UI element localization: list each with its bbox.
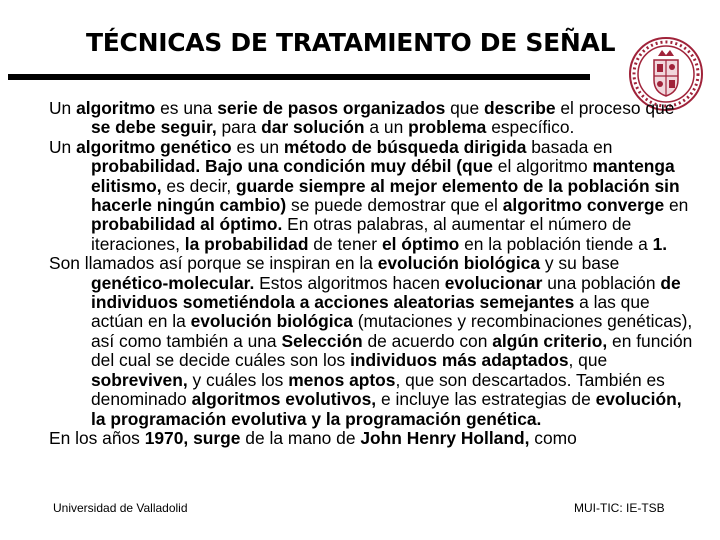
bold-text: surge (193, 427, 241, 448)
bold-text: método de búsqueda dirigida (283, 136, 527, 157)
text-run: como (529, 427, 577, 448)
bold-text: se debe seguir, (91, 117, 217, 138)
text-run: (mutaciones y recombinaciones genéticas), así como también a una (91, 311, 693, 351)
bold-text: evolucionar (444, 272, 543, 293)
bold-text: John Henry Holland, (360, 427, 530, 448)
text-run: en la población tiende a (459, 233, 653, 254)
bold-text: serie de pasos organizados (217, 98, 446, 118)
text-run: de la mano de (240, 427, 361, 448)
bold-text: menos aptos (288, 369, 396, 390)
paragraph (49, 138, 697, 254)
text-run: es decir, (161, 175, 236, 196)
bold-text: evolución, la programación evolutiva y la programación genética. (91, 389, 682, 429)
bold-text: Selección (281, 330, 363, 351)
bold-text: 1970, (144, 427, 189, 448)
slide-title: TÉCNICAS DE TRATAMIENTO DE SEÑAL (86, 28, 616, 57)
bold-text: genético-molecular. (91, 272, 255, 293)
text-run: , que (568, 350, 608, 371)
text-run: para (216, 117, 262, 138)
text-run: una población (542, 272, 661, 293)
bold-text: guarde siempre al mejor elemento de la población sin hacerle ningún cambio) (91, 175, 680, 216)
bold-text: algoritmo genético (76, 136, 232, 157)
text-run: e incluye las estrategias de (376, 389, 596, 410)
text-run: y cuáles los (187, 369, 289, 390)
text-run: Un (49, 98, 77, 118)
text-run: en función del cual se decide cuáles son los (91, 330, 693, 371)
footer-course: MUI-TIC: IE-TSB (574, 501, 665, 515)
bold-text: dar solución (261, 117, 365, 138)
bold-text: sobreviven, (91, 369, 188, 390)
bold-text: probabilidad al óptimo. (91, 214, 283, 235)
bold-text: algoritmo converge (502, 195, 665, 216)
text-run: que (445, 98, 484, 118)
bold-text: de individuos sometiéndola a acciones aleatorias semejantes (91, 272, 681, 313)
text-run: es una (155, 98, 218, 118)
text-run: el algoritmo (492, 156, 593, 177)
bold-text: mantenga elitismo, (91, 156, 675, 196)
bold-text: el óptimo (381, 233, 460, 254)
paragraph (49, 254, 697, 429)
title-underline (8, 74, 590, 80)
text-run: en (664, 195, 689, 216)
bold-text: 1. (652, 233, 668, 254)
text-run: específico. (486, 117, 575, 138)
body-text (49, 99, 697, 448)
text-run: Son llamados así porque se inspiran en la (49, 253, 378, 274)
text-run: a las que actúan en la (91, 292, 650, 332)
text-run: En otras palabras, al aumentar el número de iteraciones, (91, 214, 632, 254)
text-run: basada en (526, 136, 613, 157)
paragraph (49, 99, 697, 138)
text-run: de tener (308, 233, 382, 254)
text-run: de acuerdo con (362, 330, 493, 351)
text-run: a un (364, 117, 409, 138)
bold-text: algoritmo (76, 98, 156, 118)
bold-text: algoritmos evolutivos, (191, 389, 377, 410)
bold-text: problema (408, 117, 487, 138)
text-run: es un (231, 136, 284, 157)
bold-text: describe (483, 98, 556, 118)
text-run: Estos algoritmos hacen (254, 272, 445, 293)
bold-text: algún criterio, (492, 330, 608, 351)
bold-text: probabilidad. Bajo una condición muy débil (que (91, 156, 493, 177)
paragraph (49, 429, 697, 448)
text-run: En los años (49, 427, 145, 448)
text-run: Un (49, 136, 77, 157)
bold-text: la probabilidad (184, 233, 309, 254)
text-run: el proceso que (555, 98, 675, 118)
footer-institution: Universidad de Valladolid (53, 501, 188, 515)
text-run: y su base (540, 253, 620, 274)
bold-text: evolución biológica (377, 253, 541, 274)
text-run: , que son descartados. También es denominado (91, 369, 665, 410)
bold-text: evolución biológica (190, 311, 353, 332)
text-run: se puede demostrar que el (286, 195, 503, 216)
bold-text: individuos más adaptados (350, 350, 569, 371)
